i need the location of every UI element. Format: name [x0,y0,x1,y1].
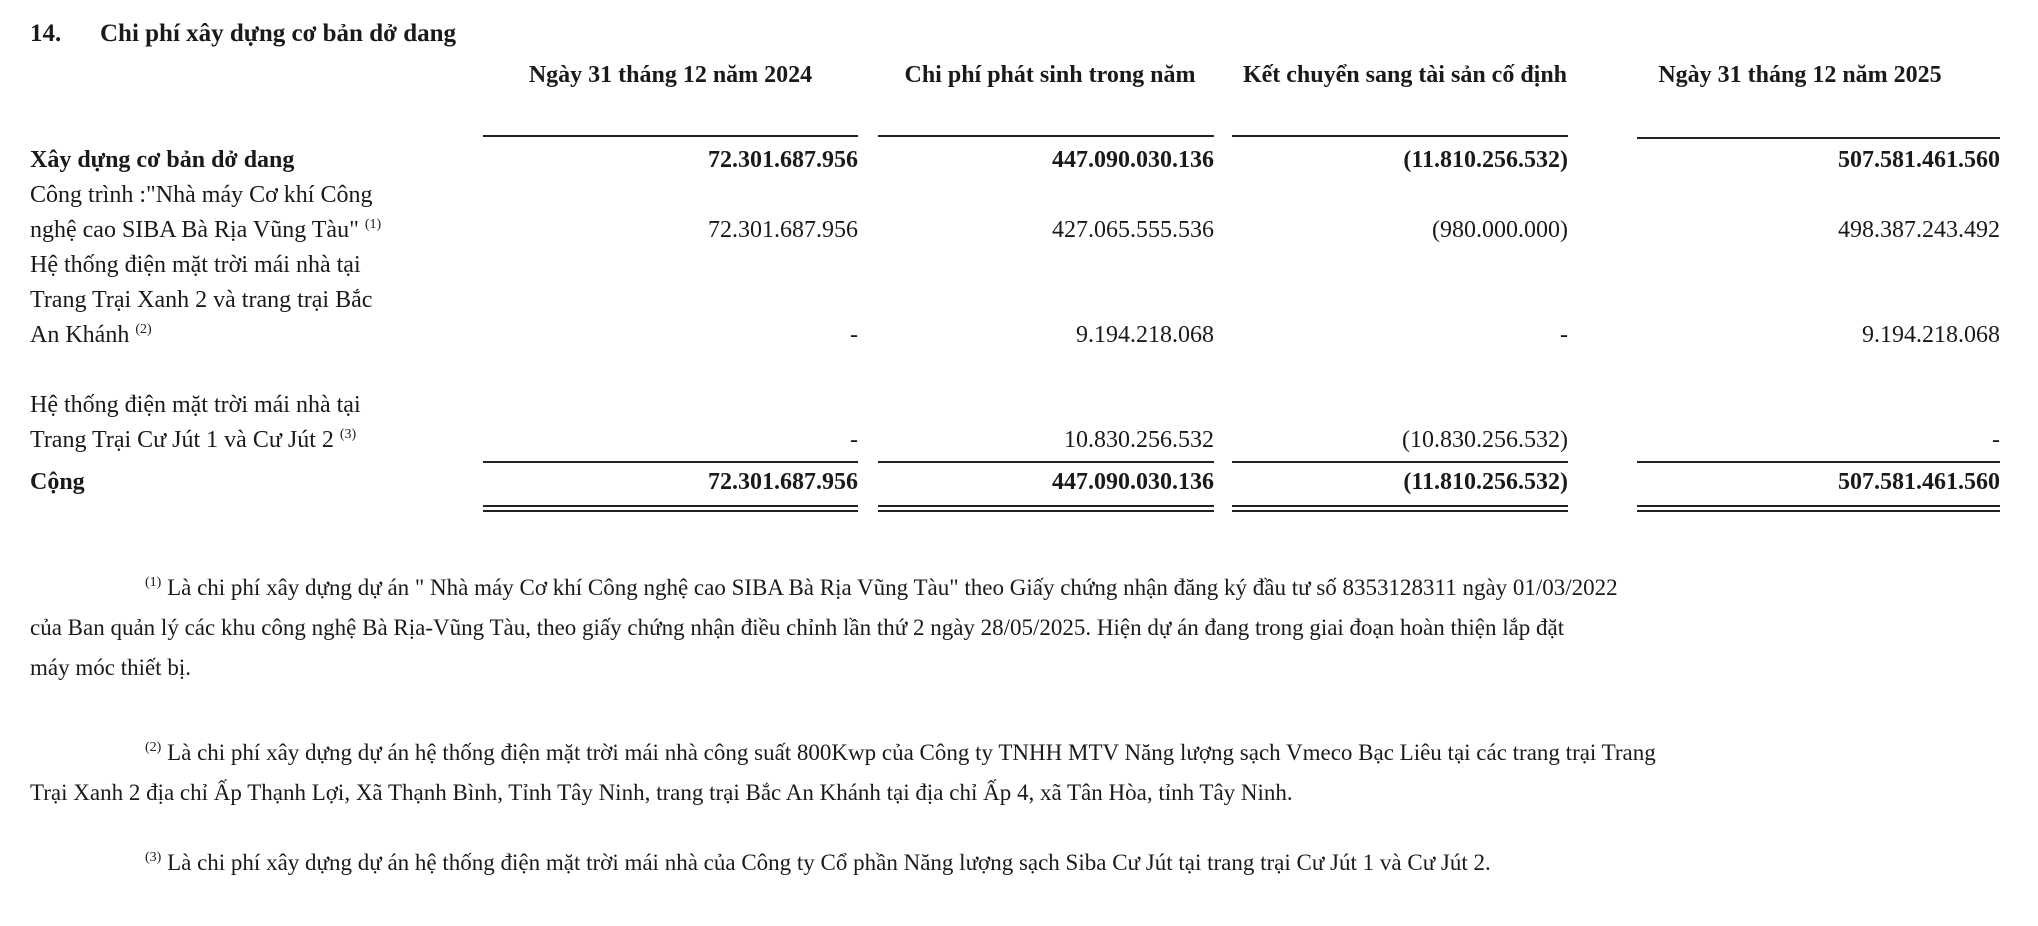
cell-value: (980.000.000) [1432,217,1568,243]
cell-value: 447.090.030.136 [1052,147,1214,173]
cell-value: 72.301.687.956 [708,147,858,173]
footnote-ref: (2) [135,322,152,337]
cell-value: - [1560,322,1568,348]
section-heading [30,20,456,48]
footnote-ref: (3) [339,427,357,442]
header-rule [1232,135,1568,137]
label-line: Trang Trại Xanh 2 và trang trại Bắc [30,287,373,313]
cell-value: (11.810.256.532) [1403,147,1568,173]
cell-value: - [1992,427,2000,453]
footnote-marker: (3) [145,850,162,865]
row-label-total: Cộng [30,469,85,495]
header-rule [878,135,1214,137]
label-line: An Khánh $^{(2)}$ [30,322,152,348]
cell-value: 507.581.461.560 [1838,147,2000,173]
column-header-2024: Ngày 31 tháng 12 năm 2024 [528,62,813,88]
row-label-siba-factory [30,178,500,248]
row-label-solar-xanh2-bac-an-khanh [30,248,500,353]
footnote-marker: (1) [145,575,162,590]
footnote-marker: (2) [145,740,162,755]
cell-value: 10.830.256.532 [1064,427,1214,453]
total-double-rule [878,505,1214,507]
header-rule [1637,137,2000,139]
subtotal-rule [1232,461,1568,463]
label-line: Trang Trại Cư Jút 1 và Cư Jút 2 $^{(3)}$ [30,427,357,453]
footnote-3: $^{(3)}$ Là chi phí xây dựng dự án hệ thống điện mặt trời mái nhà của Công ty Cổ phần Năng lượng sạch Siba Cư Jút tại trang trại Cư Jút 1 và Cư Jút 2. [145,850,1491,875]
cell-value: 72.301.687.956 [708,217,858,243]
footnote-1: $^{(1)}$ Là chi phí xây dựng dự án " Nhà máy Cơ khí Công nghệ cao SIBA Bà Rịa Vũng Tàu" theo Giấy chứng nhận đăng ký đầu tư số 8353128311 ngày 01/03/2022 của Ban quản lý các khu công nghệ Bà Rịa-Vũng Tàu, theo giấy chứng nhận điều chỉnh lần thứ 2 ngày 28/05/2025. Hiện dự án đang trong giai đoạn hoàn thiện lắp đặt máy móc thiết bị. [30,575,1618,680]
label-line: Công trình :"Nhà máy Cơ khí Công [30,182,373,208]
label-line: Hệ thống điện mặt trời mái nhà tại [30,252,361,278]
label-line: Hệ thống điện mặt trời mái nhà tại [30,392,361,418]
footnote-2: $^{(2)}$ Là chi phí xây dựng dự án hệ thống điện mặt trời mái nhà công suất 800Kwp của Công ty TNHH MTV Năng lượng sạch Vmeco Bạc Liêu tại các trang trại Trang Trại Xanh 2 địa chỉ Ấp Thạnh Lợi, Xã Thạnh Bình, Tỉnh Tây Ninh, trang trại Bắc An Khánh tại địa chỉ Ấp 4, xã Tân Hòa, tỉnh Tây Ninh. [30,740,1656,805]
column-header-2025: Ngày 31 tháng 12 năm 2025 [1658,62,1942,88]
subtotal-rule [483,461,858,463]
header-rule [483,135,858,137]
footnote-ref: (1) [364,217,382,232]
total-double-rule [1637,505,2000,507]
total-value: 507.581.461.560 [1838,469,2000,495]
total-value: (11.810.256.532) [1403,469,1568,495]
subtotal-rule [878,461,1214,463]
total-double-rule [1232,505,1568,507]
column-header-transferred: Kết chuyển sang tài sản cố định [1242,62,1568,88]
cell-value: 9.194.218.068 [1076,322,1214,348]
section-title: Chi phí xây dựng cơ bản dở dang [100,20,457,47]
label-line: nghệ cao SIBA Bà Rịa Vũng Tàu" $^{(1)}$ [30,217,382,243]
total-value: 447.090.030.136 [1052,469,1214,495]
section-number: 14. [30,20,62,47]
column-header-incurred: Chi phí phát sinh trong năm [904,62,1196,88]
cell-value: - [850,322,858,348]
total-value: 72.301.687.956 [708,469,858,495]
cell-value: 9.194.218.068 [1862,322,2000,348]
row-label-construction-in-progress: Xây dựng cơ bản dở dang [30,147,295,173]
cell-value: (10.830.256.532) [1402,427,1568,453]
subtotal-rule [1637,461,2000,463]
cell-value: - [850,427,858,453]
cell-value: 427.065.555.536 [1052,217,1214,243]
cell-value: 498.387.243.492 [1838,217,2000,243]
total-double-rule [483,505,858,507]
row-label-solar-cu-jut [30,388,500,458]
